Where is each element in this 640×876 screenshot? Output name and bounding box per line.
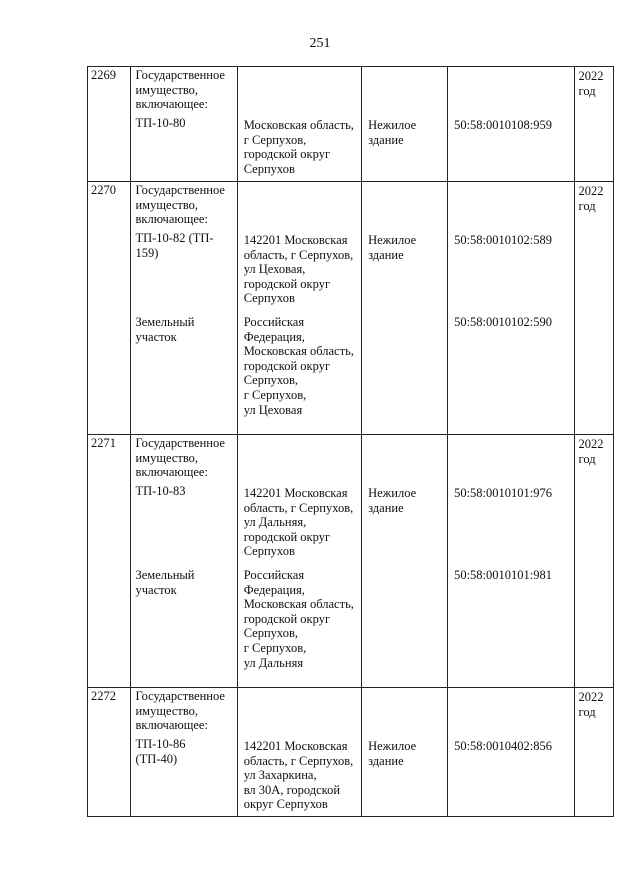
item-address-cell — [237, 688, 361, 817]
item-address: Российская Федерация, Московская область, городской округ Серпухов, г Серпухов, ул Дальняя — [243, 568, 354, 670]
cadastral-number: 50:58:0010101:976 — [454, 486, 552, 500]
item-address-cell — [237, 67, 361, 182]
item-cadastral-cell — [448, 67, 574, 182]
item-name: ТП-10-82 (ТП- 159) — [135, 231, 214, 260]
table-row — [88, 688, 614, 817]
cadastral-number: 50:58:0010402:856 — [454, 739, 552, 753]
record-number: 2270 — [88, 182, 131, 435]
record-header: Государственное имущество, включающее: — [135, 689, 225, 733]
record-date: 2022 год — [574, 67, 614, 182]
item-address: 142201 Московская область, г Серпухов, ул Дальняя, городской округ Серпухов — [243, 486, 354, 559]
item-name: ТП-10-83 — [135, 484, 186, 498]
item-address-cell — [237, 435, 361, 688]
record-header: Государственное имущество, включающее: — [135, 68, 225, 112]
item-type-cell — [362, 67, 448, 182]
item-address: 142201 Московская область, г Серпухов, ул Цеховая, городской округ Серпухов — [243, 233, 354, 306]
item-type-cell — [362, 688, 448, 817]
record-header: Государственное имущество, включающее: — [135, 183, 225, 227]
item-address: 142201 Московская область, г Серпухов, ул Захаркина, вл 30А, городской округ Серпухов — [243, 739, 354, 812]
record-date: 2022 год — [574, 435, 614, 688]
table-row — [88, 182, 614, 435]
cadastral-number: 50:58:0010102:589 — [454, 233, 552, 247]
item-type: Нежилое здание — [368, 118, 417, 147]
table-row — [88, 67, 614, 182]
record-header: Государственное имущество, включающее: — [135, 436, 225, 480]
property-register-table — [87, 66, 614, 817]
item-name-cell — [131, 688, 237, 817]
item-cadastral-cell — [448, 688, 574, 817]
record-number: 2271 — [88, 435, 131, 688]
record-date: 2022 год — [574, 688, 614, 817]
item-address: Российская Федерация, Московская область, городской округ Серпухов, г Серпухов, ул Цеховая — [243, 315, 354, 417]
item-name: ТП-10-86 (ТП-40) — [135, 737, 186, 766]
page-number: 251 — [309, 36, 331, 51]
item-name: Земельный участок — [135, 568, 195, 597]
item-type: Нежилое здание — [368, 233, 417, 262]
record-number: 2272 — [88, 688, 131, 817]
item-type: Нежилое здание — [368, 486, 417, 515]
record-date: 2022 год — [574, 182, 614, 435]
item-type-cell — [362, 435, 448, 688]
item-type-cell — [362, 182, 448, 435]
item-cadastral-cell — [448, 182, 574, 435]
cadastral-number: 50:58:0010108:959 — [454, 118, 552, 132]
item-type: Нежилое здание — [368, 739, 417, 768]
table-row — [88, 435, 614, 688]
record-number: 2269 — [88, 67, 131, 182]
item-name-cell — [131, 67, 237, 182]
item-name-cell — [131, 435, 237, 688]
cadastral-number: 50:58:0010102:590 — [454, 315, 552, 329]
item-name: ТП-10-80 — [135, 116, 186, 130]
item-name: Земельный участок — [135, 315, 195, 344]
item-address-cell — [237, 182, 361, 435]
cadastral-number: 50:58:0010101:981 — [454, 568, 552, 582]
item-name-cell — [131, 182, 237, 435]
item-address: Московская область, г Серпухов, городской округ Серпухов — [243, 118, 354, 176]
item-cadastral-cell — [448, 435, 574, 688]
